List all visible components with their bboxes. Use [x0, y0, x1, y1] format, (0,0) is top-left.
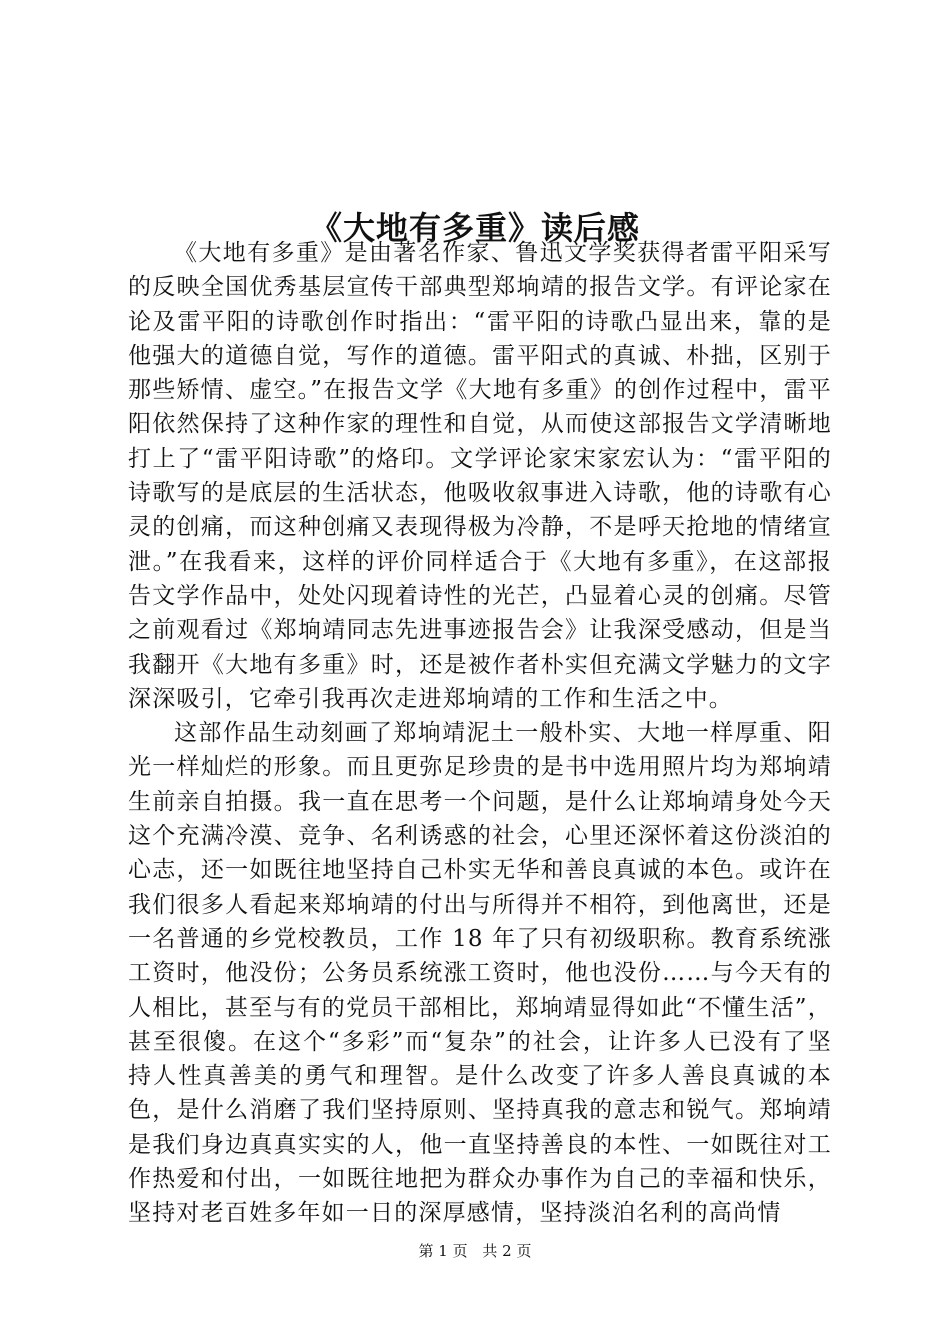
- paragraph-2: 这部作品生动刻画了郑垧靖泥土一般朴实、大地一样厚重、阳光一样灿烂的形象。而且更弥足珍贵的是书中选用照片均为郑垧靖生前亲自拍摄。我一直在思考一个问题，是什么让郑垧靖身处今天这个充满冷漠、竞争、名利诱惑的社会，心里还深怀着这份淡泊的心志，还一如既往地坚持自己朴实无华和善良真诚的本色。或许在我们很多人看起来郑垧靖的付出与所得并不相符，到他离世，还是一名普通的乡党校教员，工作 18 年了只有初级职称。教育系统涨工资时，他没份；公务员系统涨工资时，他也没份……与今天有的人相比，甚至与有的党员干部相比，郑垧靖显得如此“不懂生活”，甚至很傻。在这个“多彩”而“复杂”的社会，让许多人已没有了坚持人性真善美的勇气和理智。是什么改变了许多人善良真诚的本色，是什么消磨了我们坚持原则、坚持真我的意志和锐气。郑垧靖是我们身边真真实实的人，他一直坚持善良的本性、一如既往对工作热爱和付出，一如既往地把为群众办事作为自己的幸福和快乐，坚持对老百姓多年如一日的深厚感情，坚持淡泊名利的高尚情: [128, 720, 832, 1227]
- page-footer: [0, 1240, 950, 1262]
- document-body: [128, 236, 832, 1231]
- document-title: 《大地有多重》读后感: [309, 209, 640, 248]
- paragraph-1: 《大地有多重》是由著名作家、鲁迅文学奖获得者雷平阳采写的反映全国优秀基层宣传干部典型郑垧靖的报告文学。有评论家在论及雷平阳的诗歌创作时指出：“雷平阳的诗歌凸显出来，靠的是他强大的道德自觉，写作的道德。雷平阳式的真诚、朴拙，区别于那些矫情、虚空。”在报告文学《大地有多重》的创作过程中，雷平阳依然保持了这种作家的理性和自觉，从而使这部报告文学清晰地打上了“雷平阳诗歌”的烙印。文学评论家宋家宏认为：“雷平阳的诗歌写的是底层的生活状态，他吸收叙事进入诗歌，他的诗歌有心灵的创痛，而这种创痛又表现得极为冷静，不是呼天抢地的情绪宣泄。”在我看来，这样的评价同样适合于《大地有多重》，在这部报告文学作品中，处处闪现着诗性的光芒，凸显着心灵的创痛。尽管之前观看过《郑垧靖同志先进事迹报告会》让我深受感动，但是当我翻开《大地有多重》时，还是被作者朴实但充满文学魅力的文字深深吸引，它牵引我再次走进郑垧靖的工作和生活之中。: [128, 240, 832, 712]
- page-total: 共 2 页: [482, 1242, 532, 1260]
- page-number: 第 1 页: [418, 1242, 468, 1260]
